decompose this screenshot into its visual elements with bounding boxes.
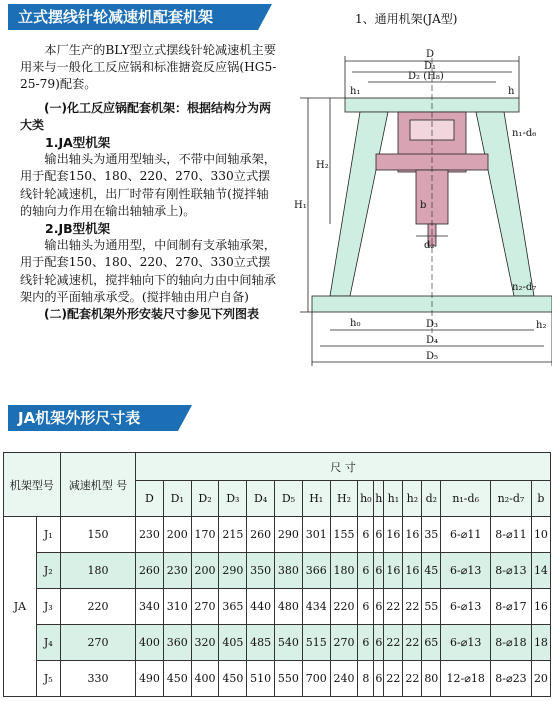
label-H1: H₁ [294,200,307,211]
intro-paragraph: 本厂生产的BLY型立式摆线针轮减速机主要用来与一般化工反应锅和标准搪瓷反应锅(HG5-25-79)配套。 [20,43,277,92]
value-cell: 350 [247,553,275,589]
value-cell: 366 [302,553,330,589]
value-cell: 8-⌀17 [491,589,532,625]
label-D4: D₄ [426,335,439,346]
value-cell: 440 [247,589,275,625]
col-header-8: h₀ [358,481,374,517]
ja-title: 1.JA型机架 [45,135,111,151]
col-header-13: n₁-d₆ [441,481,491,517]
value-cell: 380 [275,553,303,589]
label-h: h [508,86,515,97]
value-cell: 6 [374,517,384,553]
value-cell: 215 [219,517,247,553]
ja-text: 输出轴头为通用型轴头，不带中间轴承架，用于配套150、180、220、270、330立式摆线针轮减速机，出厂时带有刚性联轴节(搅拌轴的轴向力作用在输出轴轴承上)。 [20,152,276,218]
body-right-wall [476,112,537,296]
section-2-title: (二)配套机架外形安装尺寸参见下列图表 [44,307,259,322]
value-cell: 6 [358,553,374,589]
value-cell: 490 [136,661,164,697]
label-h2: h₂ [536,320,547,331]
value-cell: 340 [136,589,164,625]
table-row [4,553,551,589]
section-header-frame: 立式摆线针轮减速机配套机架 [8,4,258,30]
table-row [4,625,551,661]
value-cell: 290 [275,517,303,553]
col-header-14: n₂-d₇ [491,481,532,517]
value-cell: 65 [422,625,441,661]
value-cell: 320 [191,625,219,661]
value-cell: 155 [330,517,358,553]
value-cell: 270 [191,589,219,625]
value-cell: 14 [531,553,550,589]
body-left-wall [330,112,388,296]
type-cell: J₄ [36,625,60,661]
type-cell: J₂ [36,553,60,589]
col-header-2: D₂ [191,481,219,517]
col-header-6: H₁ [302,481,330,517]
value-cell: 170 [191,517,219,553]
label-D5: D₅ [426,351,439,362]
model-cell: 330 [60,661,135,697]
value-cell: 6 [374,589,384,625]
value-cell: 480 [275,589,303,625]
value-cell: 6-⌀13 [441,553,491,589]
ja-frame-diagram [290,28,552,388]
value-cell: 260 [136,553,164,589]
type-cell: J₅ [36,661,60,697]
value-cell: 20 [531,661,550,697]
table-row [4,517,551,553]
table-row [4,589,551,625]
section-header-table: JA机架外形尺寸表 [8,405,178,431]
value-cell: 434 [302,589,330,625]
value-cell: 22 [384,589,403,625]
col-header-9: h [374,481,384,517]
value-cell: 400 [191,661,219,697]
value-cell: 6 [374,553,384,589]
label-D2: D₂ (H₈) [408,71,444,82]
jb-text: 输出轴头为通用型，中间制有支承轴承架，用于配套150、180、220、270、330立式摆线针轮减速机，搅拌轴向下的轴向力由中间轴承架内的平面轴承承受。(搅拌轴由用户自备) [20,238,276,304]
value-cell: 6 [358,589,374,625]
value-cell: 290 [219,553,247,589]
value-cell: 8-⌀18 [491,625,532,661]
value-cell: 515 [302,625,330,661]
value-cell: 240 [330,661,358,697]
label-b: b [420,200,427,211]
value-cell: 485 [247,625,275,661]
value-cell: 16 [384,553,403,589]
value-cell: 12-⌀18 [441,661,491,697]
value-cell: 10 [531,517,550,553]
value-cell: 365 [219,589,247,625]
intro-text-block [20,42,278,323]
col-reducer-model: 减速机型 号 [60,453,135,517]
value-cell: 400 [136,625,164,661]
col-frame-type: 机架型号 [4,453,61,517]
value-cell: 540 [275,625,303,661]
jb-title: 2.JB型机架 [45,221,111,237]
label-d2: d₂ [424,240,435,251]
col-header-12: d₂ [422,481,441,517]
label-n1d6: n₁-d₆ [512,128,537,139]
value-cell: 22 [403,589,422,625]
value-cell: 22 [403,661,422,697]
col-size-group: 尺 寸 [136,453,551,481]
label-h1: h₁ [350,86,361,97]
col-header-5: D₅ [275,481,303,517]
value-cell: 8-⌀23 [491,661,532,697]
col-header-15: b [531,481,550,517]
value-cell: 6-⌀13 [441,589,491,625]
label-n2d7: n₂-d₇ [512,282,537,293]
value-cell: 200 [163,517,191,553]
value-cell: 45 [422,553,441,589]
value-cell: 230 [136,517,164,553]
value-cell: 450 [219,661,247,697]
ja-dimension-table [3,452,551,697]
model-cell: 220 [60,589,135,625]
value-cell: 8 [358,661,374,697]
value-cell: 22 [384,625,403,661]
value-cell: 35 [422,517,441,553]
value-cell: 6-⌀13 [441,625,491,661]
value-cell: 8-⌀13 [491,553,532,589]
value-cell: 22 [403,625,422,661]
value-cell: 200 [191,553,219,589]
value-cell: 550 [275,661,303,697]
type-cell: J₃ [36,589,60,625]
value-cell: 180 [330,553,358,589]
value-cell: 16 [531,589,550,625]
value-cell: 22 [384,661,403,697]
value-cell: 260 [247,517,275,553]
label-D1: D₁ [424,61,437,72]
value-cell: 270 [330,625,358,661]
col-header-0: D [136,481,164,517]
value-cell: 6 [358,517,374,553]
value-cell: 16 [403,517,422,553]
diagram-title: 1、通用机架(JA型) [355,12,458,26]
col-header-11: h₂ [403,481,422,517]
value-cell: 16 [403,553,422,589]
label-D: D [426,49,435,60]
value-cell: 55 [422,589,441,625]
value-cell: 405 [219,625,247,661]
value-cell: 700 [302,661,330,697]
type-cell: J₁ [36,517,60,553]
col-header-3: D₃ [219,481,247,517]
label-H2: H₂ [316,160,329,171]
label-h0: h₀ [350,318,361,329]
value-cell: 230 [163,553,191,589]
col-header-1: D₁ [163,481,191,517]
col-header-10: h₁ [384,481,403,517]
model-cell: 180 [60,553,135,589]
value-cell: 450 [163,661,191,697]
table-row [4,661,551,697]
value-cell: 220 [330,589,358,625]
value-cell: 6 [358,625,374,661]
value-cell: 6 [374,625,384,661]
value-cell: 16 [384,517,403,553]
section-1-title: (一)化工反应锅配套机架：根据结构分为两大类 [20,100,271,132]
col-header-4: D₄ [247,481,275,517]
value-cell: 310 [163,589,191,625]
model-cell: 150 [60,517,135,553]
value-cell: 6-⌀11 [441,517,491,553]
value-cell: 8-⌀11 [491,517,532,553]
value-cell: 360 [163,625,191,661]
group-cell: JA [4,517,37,697]
value-cell: 18 [531,625,550,661]
value-cell: 510 [247,661,275,697]
value-cell: 6 [374,661,384,697]
value-cell: 80 [422,661,441,697]
label-D3: D₃ [426,319,439,330]
col-header-7: H₂ [330,481,358,517]
value-cell: 301 [302,517,330,553]
model-cell: 270 [60,625,135,661]
